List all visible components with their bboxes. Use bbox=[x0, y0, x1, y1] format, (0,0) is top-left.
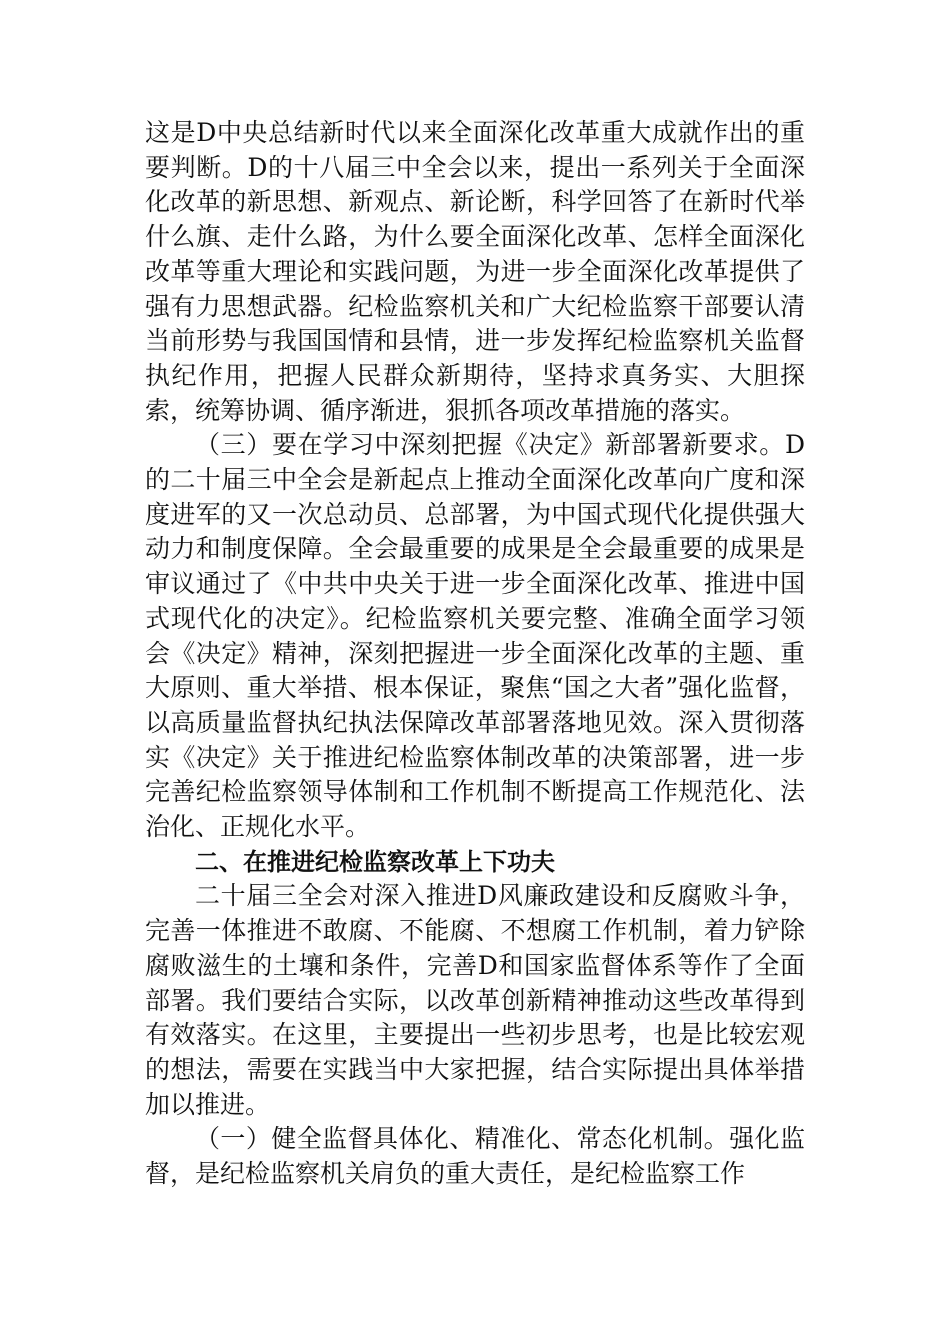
subsection-lead: （三）要在学习中深刻把握《决定》新部署新要求。 bbox=[195, 430, 785, 460]
paragraph-continuation: 这是D中央总结新时代以来全面深化改革重大成就作出的重要判断。D的十八届三中全会以来，提出一系列关于全面深化改革的新思想、新观点、新论断，科学回答了在新时代举什么旗、走什么路，为什么要全面深化改革、怎样全面深化改革等重大理论和实践问题，为进一步全面深化改革提供了强有力思想武器。纪检监察机关和广大纪检监察干部要认清当前形势与我国国情和县情，进一步发挥纪检监察机关监督执纪作用，把握人民群众新期待，坚持求真务实、大胆探索，统筹协调、循序渐进，狠抓各项改革措施的落实。 bbox=[145, 118, 805, 425]
document-body bbox=[145, 116, 805, 1192]
paragraph-subsection-one bbox=[145, 1122, 805, 1191]
section-heading-two: 二、在推进纪检监察改革上下功夫 bbox=[195, 847, 555, 876]
subsection-text: D的二十届三中全会是新起点上推动全面深化改革向广度和深度进军的又一次总动员、总部署，为中国式现代化提供强大动力和制度保障。全会最重要的成果是全会最重要的成果是审议通过了《中共中央关于进一步全面深化改革、推进中国式现代化的决定》。纪检监察机关要完整、准确全面学习领会《决定》精神，深刻把握进一步全面深化改革的主题、重大原则、重大举措、根本保证，聚焦“国之大者”强化监督，以高质量监督执纪执法保障改革部署落地见效。深入贯彻落实《决定》关于推进纪检监察体制改革的决策部署，进一步完善纪检监察领导体制和工作机制不断提高工作规范化、法治化、正规化水平。 bbox=[145, 430, 805, 842]
paragraph-body: 二十届三全会对深入推进D风廉政建设和反腐败斗争，完善一体推进不敢腐、不能腐、不想腐工作机制，着力铲除腐败滋生的土壤和条件，完善D和国家监督体系等作了全面部署。我们要结合实际，以改革创新精神推动这些改革得到有效落实。在这里，主要提出一些初步思考，也是比较宏观的想法，需要在实践当中大家把握，结合实际提出具体举措加以推进。 bbox=[145, 881, 805, 1119]
paragraph-subsection-three bbox=[145, 428, 805, 844]
subsection-text: 强化监督，是纪检监察机关肩负的重大责任，是纪检监察工作 bbox=[145, 1124, 805, 1189]
subsection-lead: （一）健全监督具体化、精准化、常态化机制。 bbox=[195, 1124, 730, 1154]
